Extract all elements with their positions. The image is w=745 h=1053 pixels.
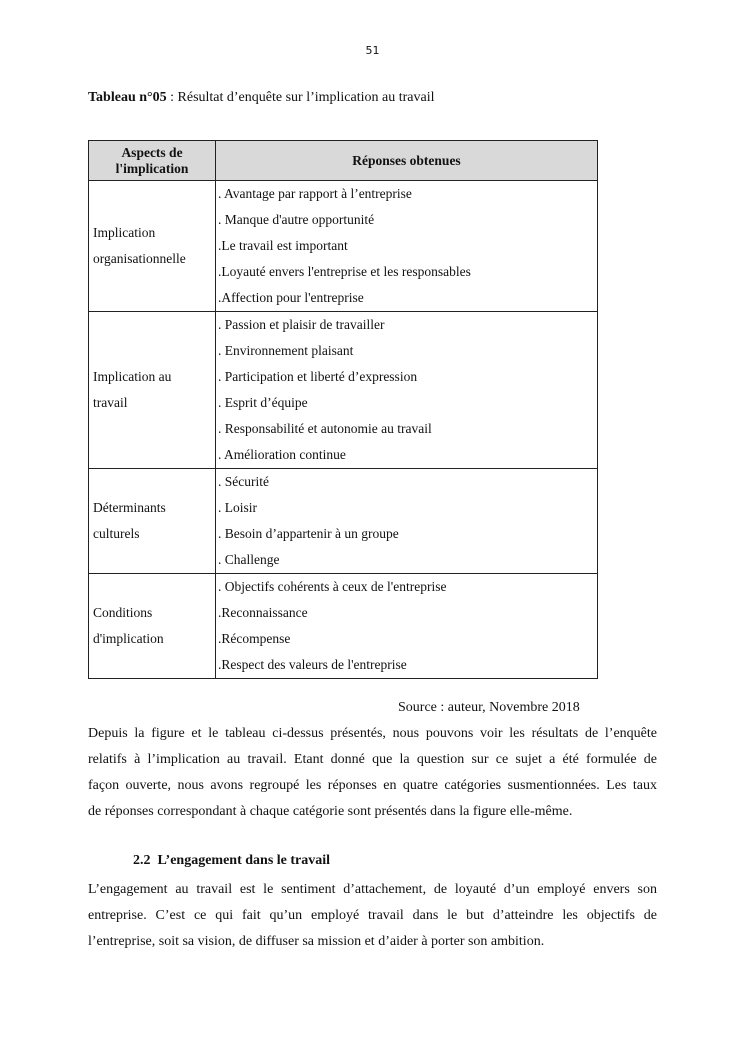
results-table [88,140,598,679]
aspect-label: travail [93,395,128,410]
response-item: .Affection pour l'entreprise [218,290,364,305]
response-item: . Passion et plaisir de travailler [218,317,385,332]
responses-cell [216,574,598,679]
header-responses: Réponses obtenues [216,141,598,181]
section-heading: 2.2 L’engagement dans le travail [133,853,331,868]
aspect-label: organisationnelle [93,251,186,266]
paragraph-line: façon ouverte, nous avons regroupé les réponses en quatre catégories susmentionnées. Les taux [88,778,657,793]
response-item: . Amélioration continue [218,447,346,462]
response-item: . Environnement plaisant [218,343,354,358]
response-item: .Reconnaissance [218,605,308,620]
aspect-label: Implication au [93,369,172,384]
aspect-label: Implication [93,225,156,240]
table-caption [88,90,435,106]
paragraph-line: de réponses correspondant à chaque catégorie sont présentés dans la figure elle-même. [88,804,573,819]
aspect-cell [89,574,216,679]
paragraph-1 [88,721,657,825]
page-number: 51 [365,44,380,57]
table-row [89,574,598,679]
response-item: . Challenge [218,552,280,567]
aspect-cell [89,181,216,312]
aspect-label: Déterminants [93,500,166,515]
response-item: . Manque d'autre opportunité [218,212,375,227]
aspect-cell [89,312,216,469]
response-item: . Participation et liberté d’expression [218,369,418,384]
paragraph-line: Depuis la figure et le tableau ci-dessus présentés, nous pouvons voir les résultats de l’enquête [88,726,657,741]
response-item: . Esprit d’équipe [218,395,308,410]
paragraph-line: L’engagement au travail est le sentiment d’attachement, de loyauté d’un employé envers son [88,882,657,897]
responses-cell [216,312,598,469]
responses-cell [216,181,598,312]
response-item: . Avantage par rapport à l’entreprise [218,186,412,201]
response-item: . Objectifs cohérents à ceux de l'entreprise [218,579,447,594]
paragraph-line: entreprise. C’est ce qui fait qu’un employé travail dans le but d’atteindre les objectifs de [88,908,657,923]
table-caption-label: Tableau n°05 [88,90,167,105]
paragraph-line: l’entreprise, soit sa vision, de diffuser sa mission et d’aider à porter son ambition. [88,934,545,949]
response-item: . Besoin d’appartenir à un groupe [218,526,399,541]
aspect-label: Conditions [93,605,153,620]
table-header-row [89,141,598,181]
response-item: . Sécurité [218,474,269,489]
response-item: . Responsabilité et autonomie au travail [218,421,432,436]
response-item: .Respect des valeurs de l'entreprise [218,657,407,672]
table-caption-text: : Résultat d’enquête sur l’implication au travail [166,90,435,105]
table-row [89,469,598,574]
response-item: . Loisir [218,500,257,515]
responses-cell [216,469,598,574]
aspect-label: d'implication [93,631,164,646]
table-row [89,312,598,469]
aspect-label: culturels [93,526,140,541]
table-source: Source : auteur, Novembre 2018 [398,700,580,715]
header-aspects: Aspects de l'implication [89,141,216,181]
paragraph-2 [88,877,657,955]
response-item: .Le travail est important [218,238,348,253]
response-item: .Récompense [218,631,291,646]
response-item: .Loyauté envers l'entreprise et les responsables [218,264,471,279]
paragraph-line: relatifs à l’implication au travail. Etant donné que la question sur ce sujet a été formulée de [88,752,657,767]
aspect-cell [89,469,216,574]
table-row [89,181,598,312]
